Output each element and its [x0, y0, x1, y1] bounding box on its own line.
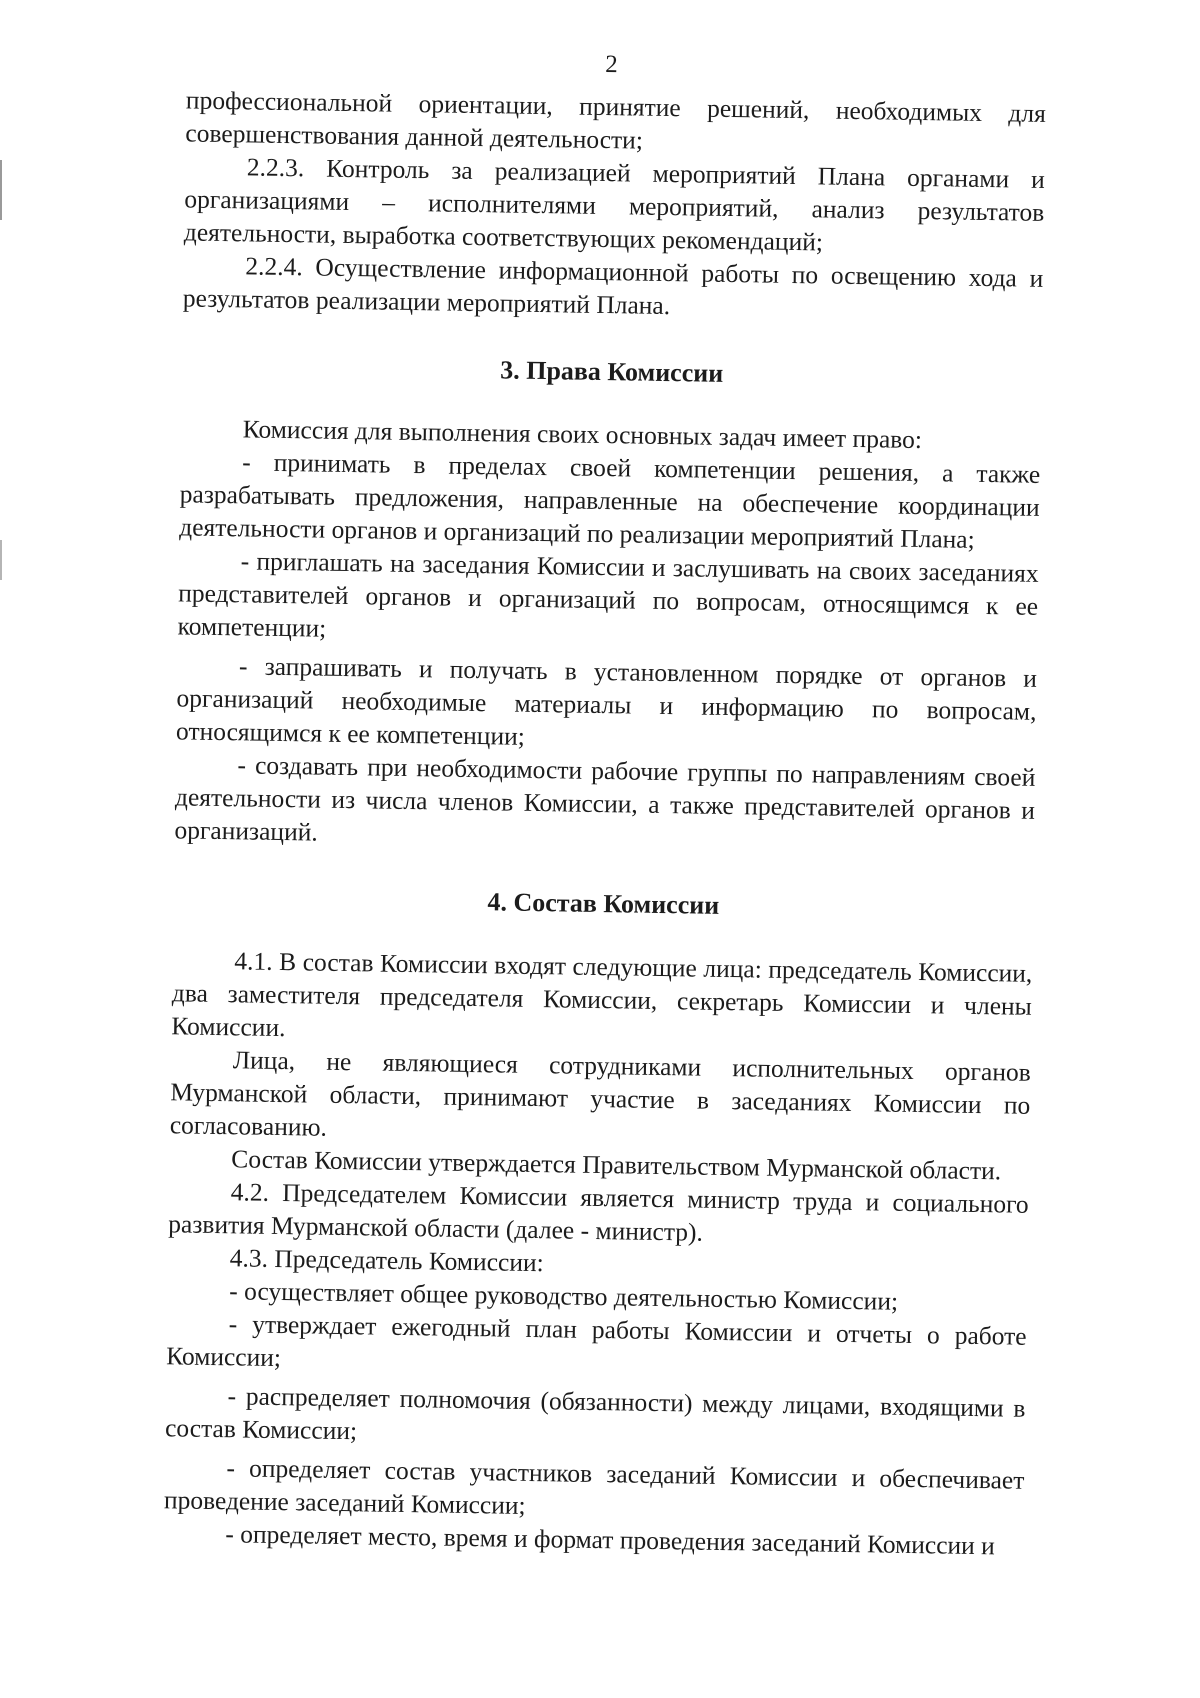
section3-intro: Комиссия для выполнения своих основных задач имеет право:	[242, 414, 923, 455]
paragraph-outsiders: Лица, не являющиеся сотрудниками исполнительных органов Мурманской области, принимают участие в заседаниях Комиссии по согласованию.	[169, 1045, 1032, 1142]
page-number: 2	[605, 50, 619, 79]
chair-duty-item: - определяет состав участников заседаний Комиссии и обеспечивает проведение заседаний Комиссии;	[163, 1453, 1025, 1520]
section4-heading: 4. Состав Комиссии	[487, 887, 720, 920]
paragraph-4-2: 4.2. Председателем Комиссии является министр труда и социального развития Мурманской области (далее - министр).	[168, 1177, 1029, 1247]
chair-duty-item: - распределяет полномочия (обязанности) между лицами, входящими в состав Комиссии;	[164, 1381, 1026, 1446]
chair-duty-item: - осуществляет общее руководство деятельностью Комиссии;	[229, 1276, 899, 1316]
paragraph-approval: Состав Комиссии утверждается Правительством Мурманской области.	[231, 1144, 1002, 1186]
chair-duty-item: - утверждает ежегодный план работы Комиссии и отчеты о работе Комиссии;	[165, 1309, 1027, 1373]
right-item: - создавать при необходимости рабочие группы по направлениям своей деятельности из числа членов Комиссии, а также представителей органов и организаций.	[174, 750, 1036, 847]
right-item: - приглашать на заседания Комиссии и заслушивать на своих заседаниях представителей органов и организаций по вопросам, относящимся к ее компетенции;	[177, 546, 1039, 643]
right-item: - принимать в пределах своей компетенции решения, а также разрабатывать предложения, направленные на обеспечение координации деятельности органов и организаций по реализации мероприятий Плана;	[179, 447, 1041, 554]
right-item: - запрашивать и получать в установленном порядке от органов и организаций необходимые материалы и информацию по вопросам, относящимся к ее компетенции;	[175, 651, 1038, 751]
scan-edge-mark	[0, 160, 2, 220]
document-body	[163, 83, 1046, 1562]
section2-continuation: профессиональной ориентации, принятие решений, необходимых для совершенствования данной деятельности;	[185, 85, 1047, 155]
scan-edge-mark	[0, 540, 2, 580]
item-2-2-3: 2.2.3. Контроль за реализацией мероприятий Плана органами и организациями – исполнителями мероприятий, анализ результатов деятельности, выработка соответствующих рекомендаций;	[183, 152, 1046, 257]
paragraph-4-3: 4.3. Председатель Комиссии:	[229, 1243, 544, 1278]
item-2-2-4: 2.2.4. Осуществление информационной работы по освещению хода и результатов реализации мероприятий Плана.	[182, 251, 1044, 321]
section3-heading: 3. Права Комиссии	[500, 355, 724, 388]
chair-duty-item: - определяет место, время и формат проведения заседаний Комиссии и	[225, 1519, 996, 1561]
paragraph-4-1: 4.1. В состав Комиссии входят следующие лица: председатель Комиссии, два заместителя председателя Комиссии, секретарь Комиссии и члены Комиссии.	[171, 946, 1033, 1043]
